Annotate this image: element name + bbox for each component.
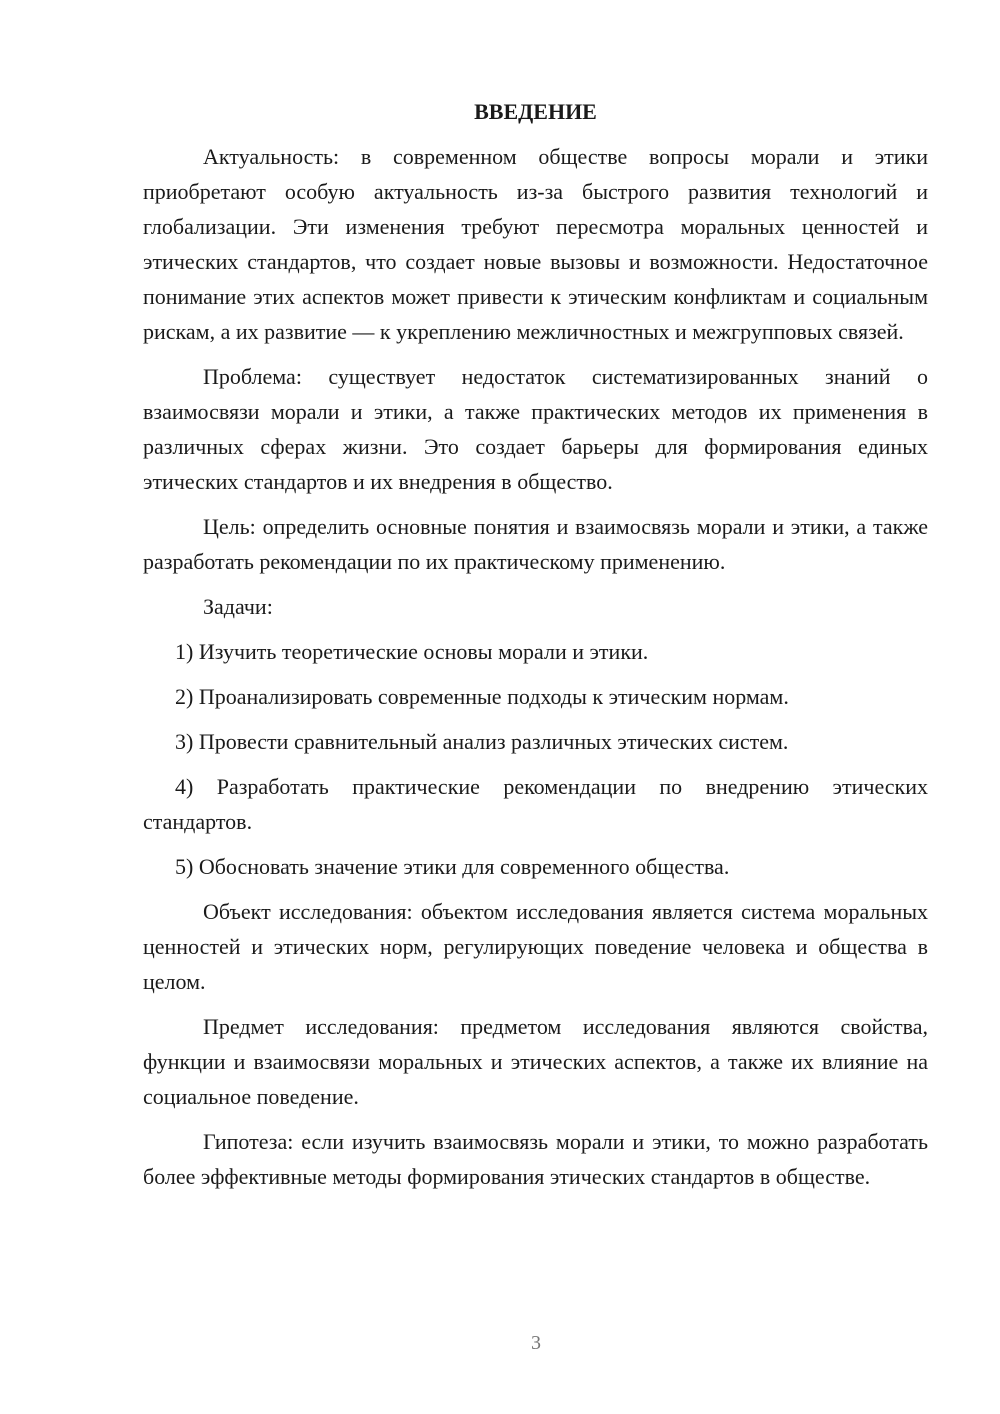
paragraph-problem: Проблема: существует недостаток систематизированных знаний о взаимосвязи морали и этики, а также практических методов их применения в различных сферах жизни. Это создает барьеры для формирования единых этических стандартов и их внедрения в общество.	[143, 364, 928, 494]
paragraph-goal: Цель: определить основные понятия и взаимосвязь морали и этики, а также разработать рекомендации по их практическому применению.	[143, 514, 928, 574]
paragraph-subject: Предмет исследования: предметом исследования являются свойства, функции и взаимосвязи моральных и этических аспектов, а также их влияние на социальное поведение.	[143, 1014, 928, 1109]
task-item: 5) Обосновать значение этики для современного общества.	[175, 854, 730, 879]
paragraph-tasks-label: Задачи:	[203, 594, 273, 619]
paragraph-hypothesis: Гипотеза: если изучить взаимосвязь морали и этики, то можно разработать более эффективные методы формирования этических стандартов в обществе.	[143, 1129, 928, 1189]
paragraph-relevance: Актуальность: в современном обществе вопросы морали и этики приобретают особую актуальность из-за быстрого развития технологий и глобализации. Эти изменения требуют пересмотра моральных ценностей и этических стандартов, что создает новые вызовы и возможности. Недостаточное понимание этих аспектов может привести к этическим конфликтам и социальным рискам, а их развитие — к укреплению межличностных и межгрупповых связей.	[143, 144, 928, 344]
document-body	[143, 94, 928, 1204]
task-item: 1) Изучить теоретические основы морали и этики.	[175, 639, 649, 664]
task-item: 3) Провести сравнительный анализ различных этических систем.	[175, 729, 789, 754]
page-number: 3	[531, 1332, 541, 1354]
task-item: 4) Разработать практические рекомендации по внедрению этических стандартов.	[143, 774, 928, 834]
paragraph-object: Объект исследования: объектом исследования является система моральных ценностей и этических норм, регулирующих поведение человека и общества в целом.	[143, 899, 928, 994]
section-heading: ВВЕДЕНИЕ	[474, 99, 597, 124]
task-item: 2) Проанализировать современные подходы к этическим нормам.	[175, 684, 789, 709]
